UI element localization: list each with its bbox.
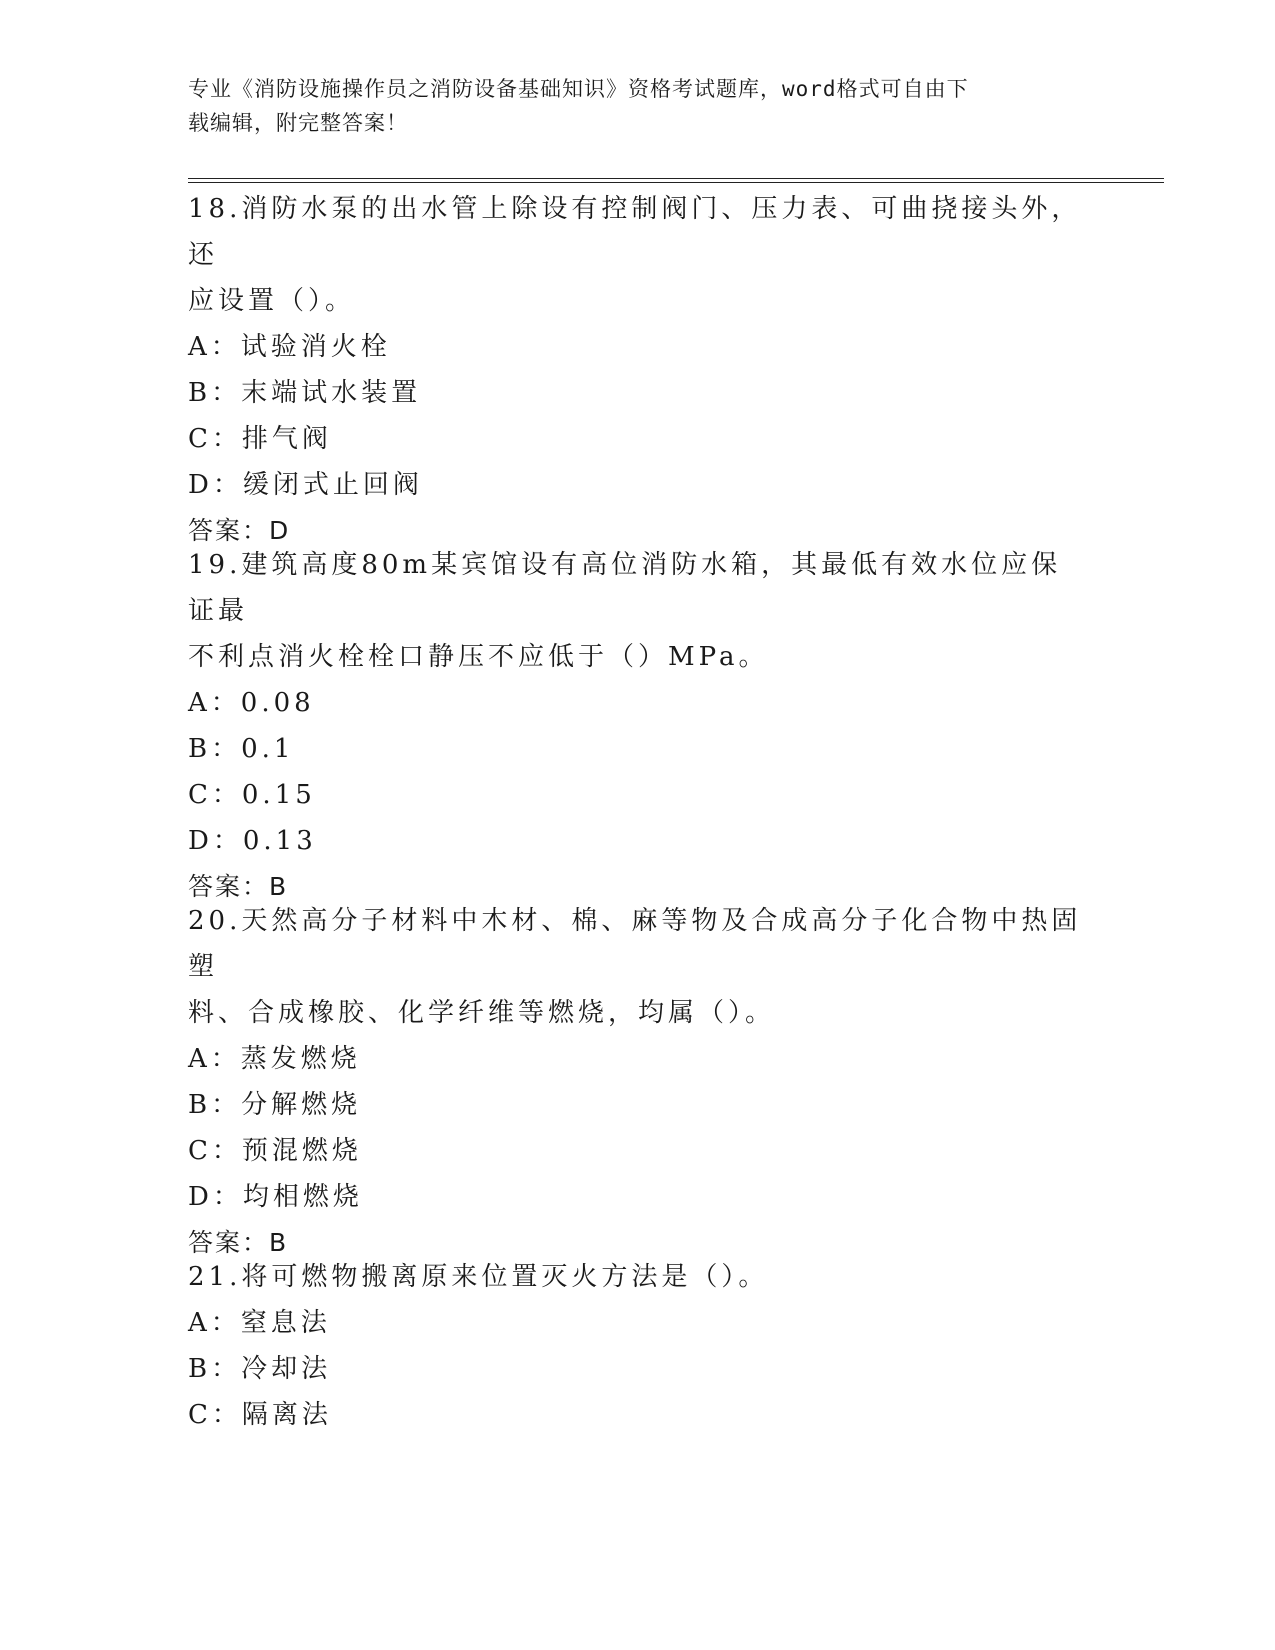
option-c: C：0.15 xyxy=(188,780,316,810)
option-d: D：0.13 xyxy=(188,826,317,856)
option-c: C：隔离法 xyxy=(188,1400,332,1430)
question-stem-line: 料、合成橡胶、化学纤维等燃烧，均属（）。 xyxy=(188,998,776,1028)
header-line-2: 载编辑，附完整答案！ xyxy=(188,111,408,135)
option-b: B：冷却法 xyxy=(188,1354,332,1384)
question-stem-line: 应设置（）。 xyxy=(188,286,356,316)
question-stem-line: 18.消防水泵的出水管上除设有控制阀门、压力表、可曲挠接头外，还 xyxy=(188,194,1082,270)
option-c: C：预混燃烧 xyxy=(188,1136,362,1166)
header-double-rule xyxy=(188,178,1164,183)
question-stem xyxy=(188,1254,1088,1300)
option-a: A：蒸发燃烧 xyxy=(188,1044,361,1074)
option-b: B：0.1 xyxy=(188,734,295,764)
question-20 xyxy=(188,898,1088,1266)
question-18 xyxy=(188,186,1088,554)
answer-text: 答案：D xyxy=(188,516,291,545)
question-21 xyxy=(188,1254,1088,1438)
header-line-1: 专业《消防设施操作员之消防设备基础知识》资格考试题库，word格式可自由下 xyxy=(188,77,969,101)
question-19 xyxy=(188,542,1088,910)
option-d: D：均相燃烧 xyxy=(188,1182,363,1212)
question-stem xyxy=(188,898,1088,1036)
option-c: C：排气阀 xyxy=(188,424,332,454)
question-stem xyxy=(188,186,1088,324)
option-a: A：窒息法 xyxy=(188,1308,331,1338)
answer-text: 答案：B xyxy=(188,1228,289,1257)
option-b: B：末端试水装置 xyxy=(188,378,422,408)
answer-text: 答案：B xyxy=(188,872,289,901)
question-stem-line: 20.天然高分子材料中木材、棉、麻等物及合成高分子化合物中热固塑 xyxy=(188,906,1082,982)
question-stem-line: 21.将可燃物搬离原来位置灭火方法是（）。 xyxy=(188,1262,769,1292)
option-b: B：分解燃烧 xyxy=(188,1090,362,1120)
question-stem-line: 19.建筑高度80m某宾馆设有高位消防水箱，其最低有效水位应保证最 xyxy=(188,550,1062,626)
document-header xyxy=(188,72,1088,140)
question-stem xyxy=(188,542,1088,680)
option-d: D：缓闭式止回阀 xyxy=(188,470,423,500)
option-a: A：0.08 xyxy=(188,688,315,718)
question-stem-line: 不利点消火栓栓口静压不应低于（）MPa。 xyxy=(188,642,769,672)
option-a: A：试验消火栓 xyxy=(188,332,391,362)
